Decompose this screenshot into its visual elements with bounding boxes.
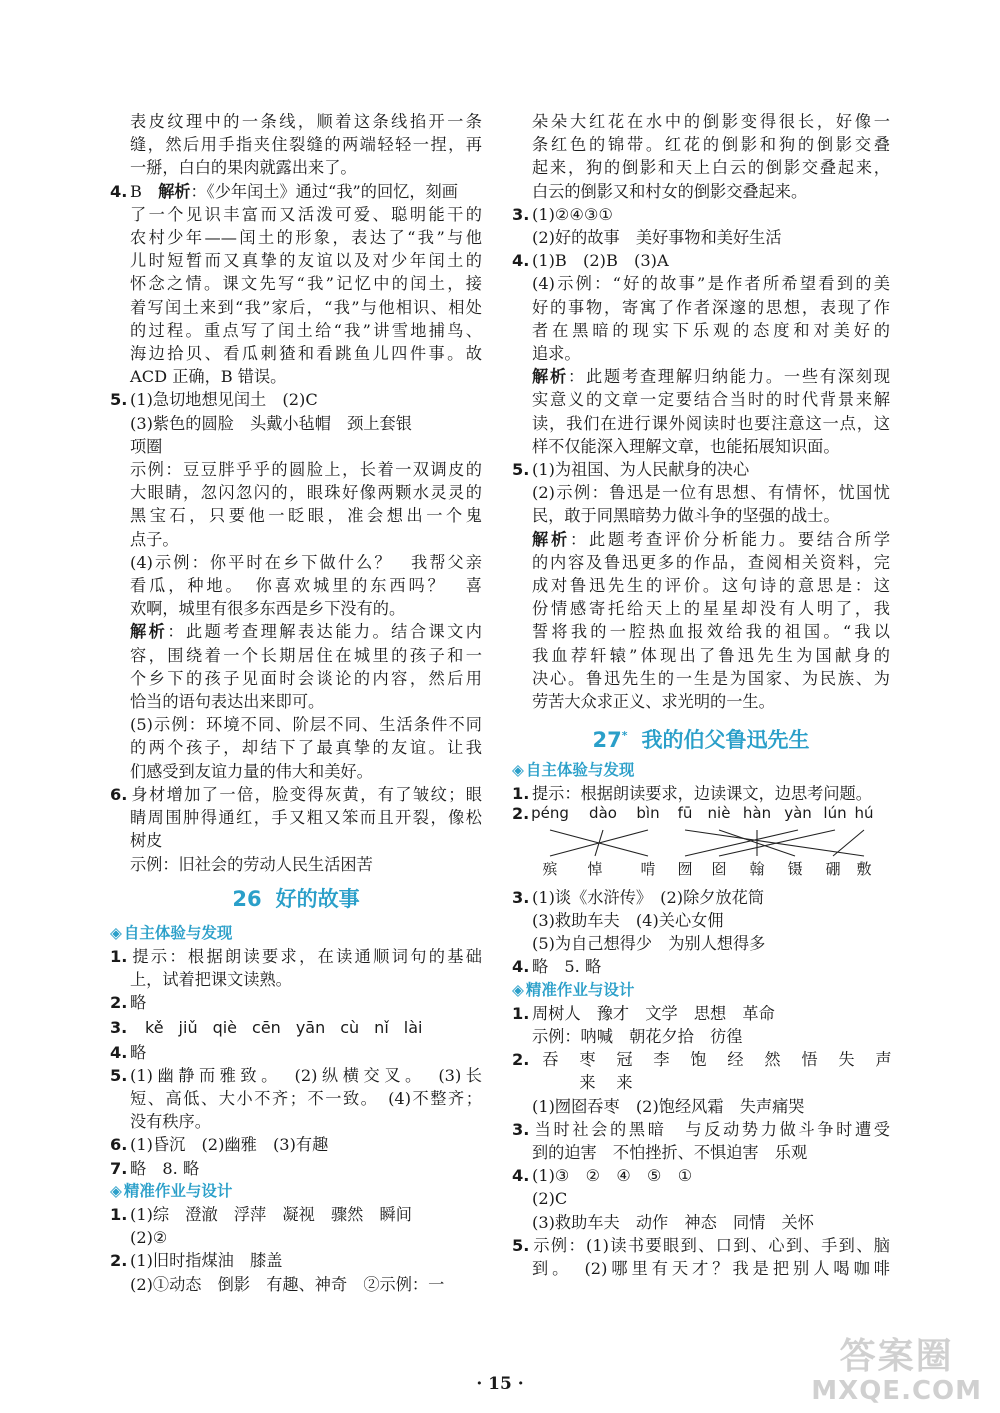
paragraph-line: 没有秩序。 — [130, 1112, 211, 1132]
paragraph-line: (2)② — [130, 1228, 168, 1248]
paragraph-line: (2)C — [532, 1189, 568, 1209]
paragraph-line: 示例：豆豆胖乎乎的圆脸上，长着一双调皮的 — [130, 460, 482, 480]
paragraph-line: 树皮 — [130, 831, 163, 851]
paragraph-line: 决心。鲁迅先生的一生是为国家、为民族、为 — [532, 668, 890, 688]
answer-1: 1. 周树人 豫才 文学 思想 革命 — [512, 1003, 775, 1023]
answer-4: 4. 略 — [110, 1042, 147, 1062]
paragraph-line: 的过程。重点写了闰土给“我”讲雪地捕鸟、 — [130, 320, 482, 340]
watermark-logo: 答案圈 MXQE.COM — [811, 1336, 982, 1406]
paragraph-line: 到的迫害 不怕挫折、不惧迫害 乐观 — [532, 1142, 808, 1162]
match-line — [685, 830, 798, 856]
answer-3-pinyin: 3. kě jiǔ qiè cēn yān cù nǐ lài — [110, 1017, 423, 1037]
paragraph-line: 容，围绕着一个长期居住在城里的孩子和一 — [130, 645, 482, 665]
answer-1: 1. 提示：根据朗读要求，边读课文，边思考问题。 — [512, 784, 872, 804]
paragraph-line: 示例：呐喊 朝花夕拾 彷徨 — [532, 1026, 743, 1046]
paragraph-line: 誓将我的一腔热血报效给我的祖国。“我以 — [532, 622, 890, 642]
paragraph-line: 份情感寄托给天上的星星却没有人明了，我 — [532, 599, 890, 619]
paragraph-line: 实意义的文章一定要结合当时的时代背景来解 — [532, 390, 890, 410]
diamond-icon: ◈ — [512, 761, 524, 780]
paragraph-line: 条红色的锦带。红花的倒影和狗的倒影交叠 — [532, 135, 890, 155]
paragraph-line: 样不仅能深入理解文章，也能拓展知识面。 — [532, 436, 840, 456]
answer-3: 3. 当时社会的黑暗 与反动势力做斗争时遭受 — [512, 1119, 890, 1139]
paragraph-line: 点子。 — [130, 529, 179, 549]
paragraph-line: (3)救助车夫 动作 神态 同情 关怀 — [532, 1212, 814, 1232]
paragraph-line: 我血荐轩辕”体现出了鲁迅先生为国献身的 — [532, 645, 890, 665]
paragraph-line: (2)示例：鲁迅是一位有思想、有情怀，忧国忧 — [532, 483, 890, 503]
paragraph-line: 追求。 — [532, 344, 581, 364]
paragraph-line: 黑宝石，只要他一眨眼，准会想出一个鬼 — [130, 506, 482, 526]
paragraph-line: 一掰，白白的果肉就露出来了。 — [130, 158, 357, 178]
answer-6: 6. 身材增加了一倍，脸变得灰黄，有了皱纹；眼 — [110, 784, 482, 804]
paragraph-line: 项圈 — [130, 436, 163, 456]
paragraph-line: (1)囫囵吞枣 (2)饱经风霜 失声痛哭 — [532, 1096, 805, 1116]
paragraph-line: 大眼睛，忽闪忽闪的，眼珠好像两颗水灵灵的 — [130, 483, 482, 503]
answer-1: 1. (1)综 澄澈 浮萍 凝视 骤然 瞬间 — [110, 1204, 412, 1224]
answer-2: 2. 略 — [110, 993, 147, 1013]
paragraph-line: 成对鲁迅先生的评价。这句诗的意思是：这 — [532, 576, 890, 596]
paragraph-line: 恰当的语句表达出来即可。 — [130, 692, 325, 712]
answer-4: 4. B 解析：《少年闰土》通过“我”的回忆，刻画 — [110, 181, 458, 201]
paragraph-line: (4)示例：你平时在乡下做什么？ 我帮父亲 — [130, 552, 482, 572]
analysis-line: 解析：此题考查理解归纳能力。一些有深刻现 — [532, 367, 890, 387]
paragraph-line: 了一个见识丰富而又活泼可爱、聪明能干的 — [130, 204, 482, 224]
answer-7: 7. 略 8. 略 — [110, 1158, 200, 1178]
paragraph-line: (2)好的故事 美好事物和美好生活 — [532, 228, 782, 248]
paragraph-line: 读，我们在进行课外阅读时也要注意这一点，这 — [532, 413, 890, 433]
answer-5: 5. (1)急切地想见闰土 (2)C — [110, 390, 318, 410]
match-line — [719, 830, 835, 856]
paragraph-line: 劳苦大众求正义、求光明的一生。 — [532, 692, 775, 712]
paragraph-line: 表皮纹理中的一条线，顺着这条线掐开一条 — [130, 112, 482, 131]
paragraph-line: 者在黑暗的现实下乐观的态度和对美好的 — [532, 320, 890, 340]
answer-2-characters-row2: 来 来 — [579, 1073, 633, 1093]
answer-2: 2. (1)旧时指煤油 膝盖 — [110, 1251, 283, 1271]
paragraph-line: (4)示例：“好的故事”是作者所希望看到的美 — [532, 274, 890, 294]
answer-3: 3. (1)谈《水浒传》 (2)除夕放花筒 — [512, 887, 765, 907]
paragraph-line: 儿时短暂而又真挚的友谊以及对少年闰土的 — [130, 251, 482, 271]
paragraph-line: 好的事物，寄寓了作者深邃的思想，表现了作 — [532, 297, 890, 317]
paragraph-line: 个乡下的孩子见面时会谈论的内容，然后用 — [130, 668, 482, 688]
paragraph-line: 看瓜，种地。 你喜欢城里的东西吗？ 喜 — [130, 576, 482, 596]
paragraph-line: (5)为自己想得少 为别人想得多 — [532, 934, 766, 954]
matching-lines — [522, 806, 882, 862]
paragraph-line: 海边拾贝、看瓜刺猹和看跳鱼儿四件事。故 — [130, 344, 482, 364]
paragraph-line: ACD 正确，B 错误。 — [130, 367, 287, 387]
chapter-26-title: 26 好的故事 — [232, 886, 360, 911]
paragraph-line: 缝，然后用手指夹住裂缝的两端轻轻一捏，再 — [130, 135, 482, 155]
paragraph-line: (3)救助车夫 (4)关心女佣 — [532, 910, 724, 930]
answer-4: 4. 略 5. 略 — [512, 957, 602, 977]
paragraph-line: 示例：旧社会的劳动人民生活困苦 — [130, 854, 373, 874]
answer-2-characters: 2. 吞 枣 冠 李 饱 经 然 悟 失 声 — [512, 1050, 892, 1070]
paragraph-line: (2)①动态 倒影 有趣、神奇 ②示例：一 — [130, 1274, 445, 1294]
answer-4: 4. (1)③ ② ④ ⑤ ① — [512, 1166, 693, 1186]
answer-1: 1. 提示：根据朗读要求，在读通顺词句的基础 — [110, 946, 482, 966]
paragraph-line: 着写闰土来到“我”家后，“我”与他相识、相处 — [130, 297, 482, 317]
answer-5: 5. (1)为祖国、为人民献身的决心 — [512, 460, 750, 480]
paragraph-line: (3)紫色的圆脸 头戴小毡帽 颈上套银 — [130, 413, 412, 433]
chapter-27-title: 27* 我的伯父鲁迅先生 — [592, 728, 810, 753]
section-heading: ◈ 精准作业与设计 — [110, 1180, 482, 1203]
diamond-icon: ◈ — [110, 1181, 122, 1200]
paragraph-line: 到。 (2)哪里有天才？我是把别人喝咖啡 — [532, 1258, 890, 1278]
paragraph-line: 起来，狗的倒影和天上白云的倒影交叠起来， — [532, 158, 890, 178]
paragraph-line: 们感受到友谊力量的伟大和美好。 — [130, 761, 373, 781]
paragraph-line: 上，试着把课文读熟。 — [130, 970, 292, 990]
answer-6: 6. (1)昏沉 (2)幽雅 (3)有趣 — [110, 1135, 329, 1155]
paragraph-line: 的内容及鲁迅更多的作品，查阅相关资料，完 — [532, 552, 890, 572]
paragraph-line: 怀念之情。课文先写“我”记忆中的闰土，接 — [130, 274, 482, 294]
left-column — [110, 110, 482, 1296]
right-column — [512, 110, 890, 1280]
paragraph-line: 的两个孩子，却结下了最真挚的友谊。让我 — [130, 738, 482, 758]
answer-5: 5. 示例：(1)读书要眼到、口到、心到、手到、脑 — [512, 1235, 890, 1255]
pinyin-matching-exercise: 2. péng dào bìn fū niè hàn yàn lún hú 殡 悼 啃 囫 囵 翰 镊 硼 敷 — [512, 806, 890, 886]
diamond-icon: ◈ — [110, 923, 122, 942]
analysis-line: 解析：此题考查理解表达能力。结合课文内 — [130, 622, 482, 642]
answer-5: 5. (1)幽静而雅致。 (2)纵横交叉。 (3)长 — [110, 1065, 482, 1085]
section-heading: ◈ 自主体验与发现 — [110, 922, 482, 945]
paragraph-line: 短、高低、大小不齐；不一致。 (4)不整齐； — [130, 1088, 482, 1108]
section-heading: ◈ 精准作业与设计 — [512, 979, 890, 1002]
paragraph-line: 朵朵大红花在水中的倒影变得很长，好像一 — [532, 112, 890, 131]
diamond-icon: ◈ — [512, 980, 524, 999]
paragraph-line: 民，敢于同黑暗势力做斗争的坚强的战士。 — [532, 506, 840, 526]
match-line — [833, 830, 864, 856]
analysis-line: 解析：此题考查评价分析能力。要结合所学 — [532, 529, 890, 549]
answer-4: 4. (1)B (2)B (3)A — [512, 251, 669, 271]
paragraph-line: 农村少年——闰土的形象，表达了“我”与他 — [130, 228, 482, 248]
paragraph-line: 睛周围肿得通红，手又粗又笨而且开裂，像松 — [130, 808, 482, 828]
page-number: · 15 · — [476, 1374, 524, 1394]
paragraph-line: 白云的倒影又和村女的倒影交叠起来。 — [532, 181, 808, 201]
section-heading: ◈ 自主体验与发现 — [512, 759, 890, 782]
paragraph-line: 欢啊，城里有很多东西是乡下没有的。 — [130, 599, 406, 619]
paragraph-line: (5)示例：环境不同、阶层不同、生活条件不同 — [130, 715, 482, 735]
answer-3: 3. (1)②④③① — [512, 204, 613, 224]
